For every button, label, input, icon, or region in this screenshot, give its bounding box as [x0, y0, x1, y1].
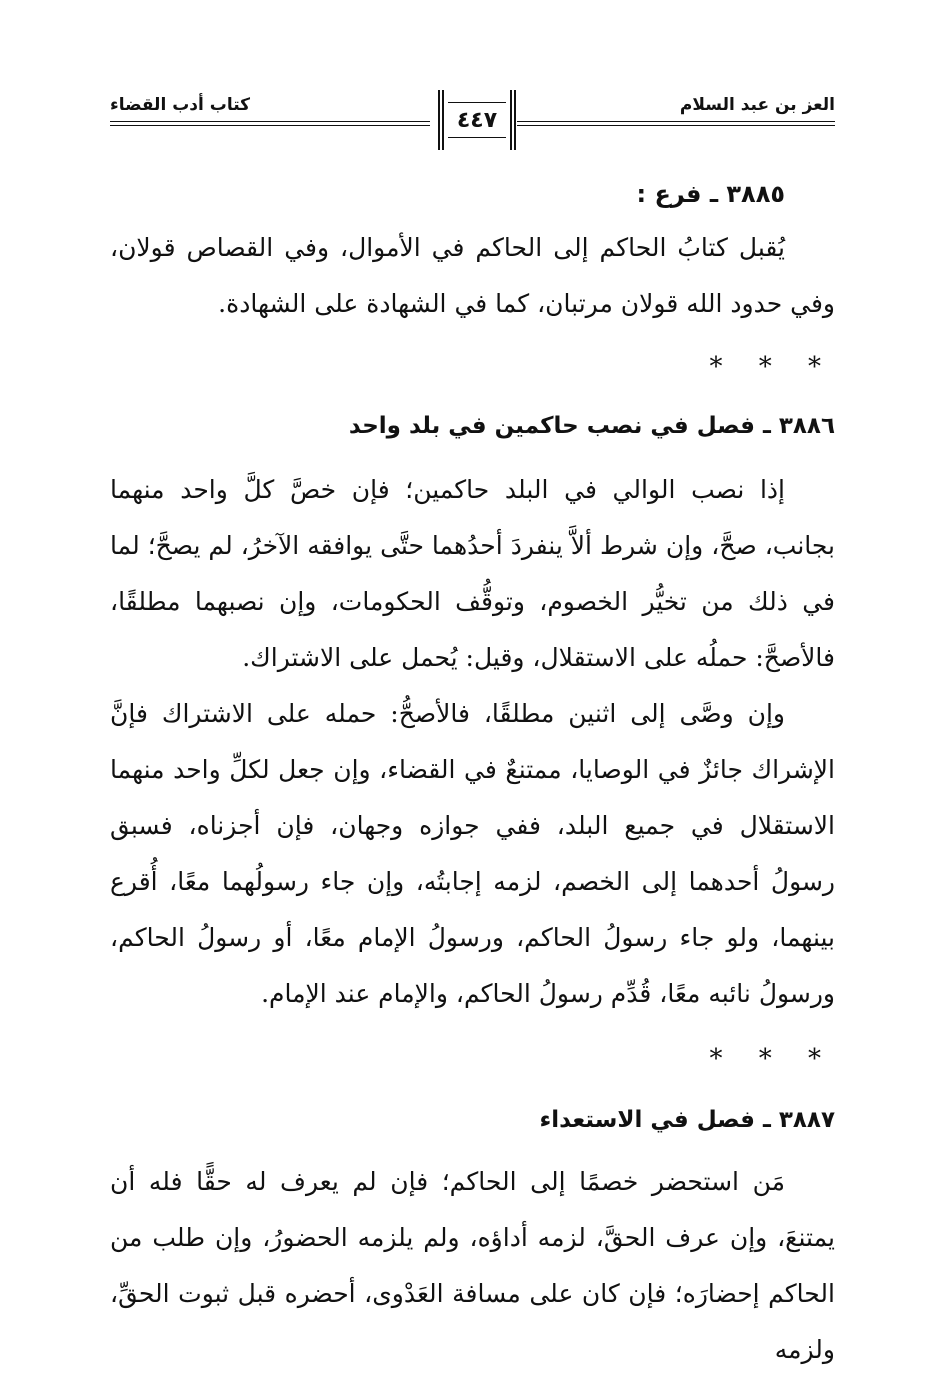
section-heading-3886: ٣٨٨٦ ـ فصل في نصب حاكمين في بلد واحد: [348, 413, 835, 439]
branch-heading-3885: ٣٨٨٥ ـ فرع :: [636, 180, 785, 208]
running-header: [110, 86, 835, 156]
header-book-title: كتاب أدب القضاء: [110, 95, 251, 115]
header-author: العز بن عبد السلام: [679, 95, 835, 115]
section-heading-3887: ٣٨٨٧ ـ فصل في الاستعداء: [539, 1107, 835, 1133]
paragraph-3885: يُقبل كتابُ الحاكم إلى الحاكم في الأموال، وفي القصاص قولان، وفي حدود الله قولان مرتبان، كما في الشهادة على الشهادة.: [110, 233, 835, 318]
section-separator-1: * * *: [709, 352, 835, 382]
header-rule-right: [517, 121, 835, 126]
book-page: [110, 0, 835, 1379]
paragraph-3886-1: إذا نصب الوالي في البلد حاكمين؛ فإن خصَّ كلَّ واحد منهما بجانب، صحَّ، وإن شرط ألاَّ ينفردَ أحدُهما حتَّى يوافقه الآخرُ، لم يصحَّ؛ لما في ذلك من تخيُّر الخصوم، وتوقُّف الحكومات، وإن نصبهما مطلقًا، فالأصحَّ: حملُه على الاستقلال، وقيل: يُحمل على الاشتراك.: [110, 475, 835, 672]
paragraph-3887: مَن استحضر خصمًا إلى الحاكم؛ فإن لم يعرف له حقًّا فله أن يمتنعَ، وإن عرف الحقَّ، لزمه أداؤه، ولم يلزمه الحضورُ، وإن طلب من الحاكم إحضارَه؛ فإن كان على مسافة العَدْوى، أحضره قبل ثبوت الحقِّ، ولزمه: [110, 1167, 835, 1364]
section-separator-2: * * *: [709, 1044, 835, 1074]
header-rule-left: [110, 121, 430, 126]
page-number: ٤٤٧: [456, 107, 498, 133]
page-content: [110, 170, 835, 1378]
page-number-frame: [438, 90, 516, 150]
paragraph-3886-2: وإن وصَّى إلى اثنين مطلقًا، فالأصحُّ: حمله على الاشتراك فإنَّ الإشراك جائزٌ في الوصايا، ممتنعٌ في القضاء، وإن جعل لكلِّ واحد منهما الاستقلال في جميع البلد، ففي جوازه وجهان، فإن أجزناه، فسبق رسولُ أحدهما إلى الخصم، لزمه إجابتُه، وإن جاء رسولُهما معًا، أُقرع بينهما، ولو جاء رسولُ الحاكم، ورسولُ الإمام معًا، أو رسولُ الحاكم، ورسولُ نائبه معًا، قُدِّم رسولُ الحاكم، والإمام عند الإمام.: [110, 699, 835, 1008]
